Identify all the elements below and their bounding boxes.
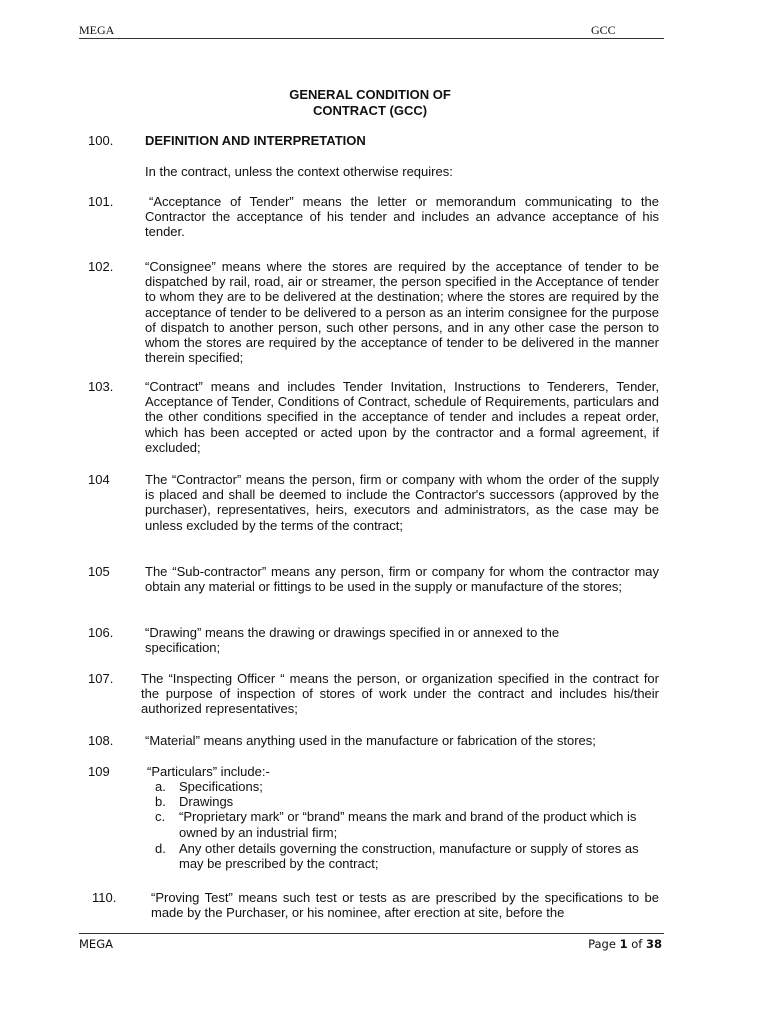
list-marker: c.	[155, 809, 166, 825]
clause-text: “Material” means anything used in the manufacture or fabrication of the stores;	[145, 733, 596, 748]
clause-number: 103.	[88, 379, 114, 394]
clause-number: 108.	[88, 733, 114, 748]
clause-number: 107.	[88, 671, 114, 686]
clause-text: “Acceptance of Tender” means the letter or memorandum communicating to the Contractor the acceptance of his tender and includes an advance acceptance of his tender.	[145, 194, 659, 240]
clause-text: “Drawing” means the drawing or drawings specified in or annexed to the specification;	[145, 625, 560, 656]
list-item	[145, 841, 645, 871]
page-header	[79, 22, 664, 39]
clause-number: 104	[88, 472, 110, 487]
clause-text: “Particulars” include:-	[147, 764, 270, 779]
page-prefix: Page	[588, 937, 620, 951]
header-right: GCC	[591, 23, 616, 37]
particulars-list	[145, 779, 645, 871]
clause-number: 110.	[92, 890, 117, 905]
page-footer	[79, 933, 664, 952]
list-item	[145, 809, 645, 839]
list-item	[145, 779, 645, 794]
list-text: “Proprietary mark” or “brand” means the mark and brand of the product which is owned by an industrial firm;	[179, 809, 637, 840]
clause-number: 109	[88, 764, 110, 779]
list-text: Drawings	[179, 794, 234, 810]
document-title	[220, 87, 520, 119]
list-text: Specifications;	[179, 779, 263, 794]
list-text: Any other details governing the construction, manufacture or supply of stores as may be prescribed by the contract;	[179, 840, 639, 872]
header-left: MEGA	[79, 23, 115, 37]
section-intro: In the contract, unless the context otherwise requires:	[145, 164, 453, 179]
list-marker: a.	[155, 779, 166, 794]
page-of: of	[627, 937, 646, 951]
clause-number: 106.	[88, 625, 114, 640]
clause-text: “Contract” means and includes Tender Invitation, Instructions to Tenderers, Tender, Acceptance of Tender, Conditions of Contract, schedule of Requirements, particulars and the other conditions specified in the acceptance of tender and includes a repeat order, which has been accepted or acted upon by the contractor and a formal agreement, if excluded;	[145, 379, 659, 455]
list-item	[145, 794, 645, 809]
list-marker: b.	[155, 794, 166, 810]
clause-number: 102.	[88, 259, 114, 274]
clause-text: “Proving Test” means such test or tests as are prescribed by the specifications to be made by the Purchaser, or his nominee, after erection at site, before the	[151, 890, 659, 921]
clause-text: The “Sub-contractor” means any person, firm or company for whom the contractor may obtain any material or fittings to be used in the supply or manufacture of the stores;	[145, 564, 659, 595]
clause-number: 101.	[88, 194, 114, 209]
list-marker: d.	[155, 840, 166, 856]
clause-text: The “Contractor” means the person, firm or company with whom the order of the supply is placed and shall be deemed to include the Contractor's successors (approved by the purchaser), representatives, heirs, executors and administrators, as the case may be unless excluded by the terms of the contract;	[145, 472, 659, 533]
footer-left: MEGA	[79, 937, 113, 951]
page-number: 1	[619, 937, 628, 951]
clause-text: The “Inspecting Officer “ means the person, or organization specified in the contract for the purpose of inspection of stores of work under the contract and includes his/their authorized representatives;	[141, 671, 659, 717]
title-line-1: GENERAL CONDITION OF	[289, 87, 451, 102]
clause-number: 105	[88, 564, 110, 579]
page-counter	[588, 937, 662, 951]
clause-text: “Consignee” means where the stores are required by the acceptance of tender to be dispatched by rail, road, air or streamer, the person specified in the Acceptance of tender to whom they are to be delivered at the destination; where the stores are required by the acceptance of tender to be delivered to a person as an interim consignee for the purpose of dispatch to another person, such other persons, and in any other case the person to whom the stores are required by the acceptance of tender to be delivered in the manner therein specified;	[145, 259, 659, 366]
page-total: 38	[645, 937, 662, 951]
section-number: 100.	[88, 133, 114, 148]
title-line-2: CONTRACT (GCC)	[312, 103, 428, 118]
section-heading: DEFINITION AND INTERPRETATION	[145, 133, 366, 148]
